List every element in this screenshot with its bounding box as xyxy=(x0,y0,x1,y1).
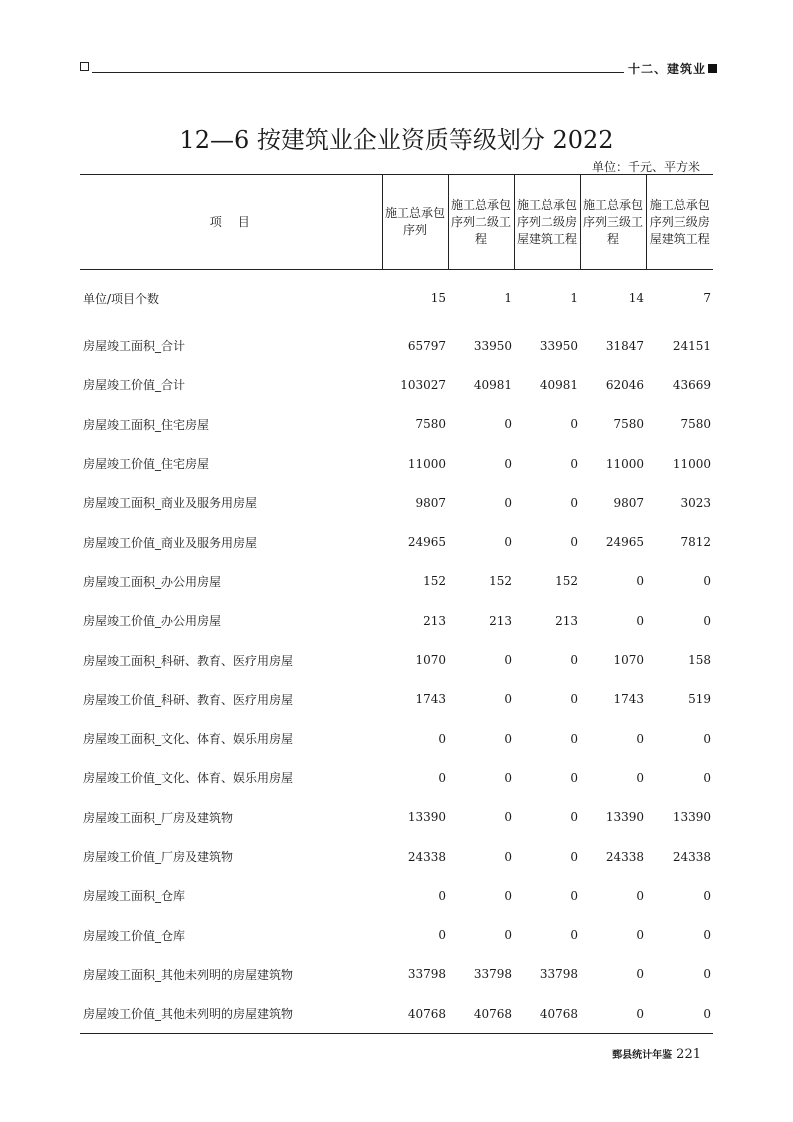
cell-value: 0 xyxy=(570,417,578,432)
cell-value: 0 xyxy=(636,770,644,785)
cell-value: 0 xyxy=(570,888,578,903)
cell-value: 1 xyxy=(504,291,512,305)
cell-value: 65797 xyxy=(407,338,446,353)
cell-value: 33950 xyxy=(473,338,512,353)
table-row xyxy=(80,640,713,679)
table-row xyxy=(80,876,713,915)
cell-value: 7 xyxy=(703,291,711,305)
cell-value: 0 xyxy=(636,574,644,589)
cell-value: 152 xyxy=(489,574,512,589)
cell-value: 7580 xyxy=(613,417,644,432)
row-label: 房屋竣工面积_厂房及建筑物 xyxy=(83,810,234,825)
cell-value: 11000 xyxy=(605,456,644,471)
cell-value: 9807 xyxy=(613,495,644,510)
unit-note: 单位：千元、平方米 xyxy=(591,160,700,174)
table-row xyxy=(80,270,713,327)
page-title: 12—6 按建筑业企业资质等级划分 2022 xyxy=(179,126,614,154)
cell-value: 0 xyxy=(703,574,711,589)
cell-value: 7580 xyxy=(415,417,446,432)
chapter-heading xyxy=(628,60,717,77)
row-label: 房屋竣工价值_科研、教育、医疗用房屋 xyxy=(83,692,294,707)
cell-value: 9807 xyxy=(415,495,446,510)
cell-value: 1743 xyxy=(613,692,644,707)
column-header: 施工总承包序列三级房屋建筑工程 xyxy=(646,175,713,270)
cell-value: 11000 xyxy=(672,456,711,471)
row-label: 房屋竣工价值_仓库 xyxy=(83,928,186,943)
cell-value: 40981 xyxy=(539,377,578,392)
cell-value: 15 xyxy=(430,291,446,305)
cell-value: 3023 xyxy=(680,495,711,510)
cell-value: 0 xyxy=(636,928,644,943)
header-square-icon xyxy=(80,62,89,71)
cell-value: 0 xyxy=(570,770,578,785)
cell-value: 1070 xyxy=(613,653,644,668)
cell-value: 0 xyxy=(438,888,446,903)
cell-value: 0 xyxy=(570,535,578,550)
cell-value: 40768 xyxy=(382,994,448,1034)
cell-value: 0 xyxy=(504,928,512,943)
row-label: 房屋竣工面积_商业及服务用房屋 xyxy=(83,496,258,511)
cell-value: 33950 xyxy=(539,338,578,353)
cell-value: 213 xyxy=(423,613,446,628)
row-label: 单位/项目个数 xyxy=(83,291,160,306)
column-header: 施工总承包序列二级房屋建筑工程 xyxy=(514,175,580,270)
cell-value: 0 xyxy=(570,810,578,825)
cell-value: 31847 xyxy=(605,338,644,353)
table-row xyxy=(80,601,713,640)
cell-value: 0 xyxy=(703,888,711,903)
cell-value: 40768 xyxy=(514,994,580,1034)
row-label: 房屋竣工价值_合计 xyxy=(83,378,186,393)
row-label: 房屋竣工价值_办公用房屋 xyxy=(83,614,222,629)
table-row xyxy=(80,837,713,876)
cell-value: 0 xyxy=(570,456,578,471)
cell-value: 1070 xyxy=(415,653,446,668)
row-label: 房屋竣工面积_文化、体育、娱乐用房屋 xyxy=(83,732,294,747)
cell-value: 1743 xyxy=(415,692,446,707)
cell-value: 0 xyxy=(504,456,512,471)
cell-value: 24338 xyxy=(407,849,446,864)
cell-value: 24338 xyxy=(605,849,644,864)
cell-value: 0 xyxy=(570,928,578,943)
cell-value: 33798 xyxy=(407,967,446,982)
cell-value: 24338 xyxy=(672,849,711,864)
cell-value: 0 xyxy=(504,653,512,668)
table-row xyxy=(80,326,713,365)
cell-value: 152 xyxy=(423,574,446,589)
cell-value: 0 xyxy=(438,731,446,746)
cell-value: 519 xyxy=(688,692,711,707)
column-header-item: 项 目 xyxy=(80,175,382,270)
cell-value: 0 xyxy=(580,994,646,1034)
cell-value: 13390 xyxy=(407,810,446,825)
cell-value: 0 xyxy=(636,613,644,628)
cell-value: 158 xyxy=(688,653,711,668)
cell-value: 13390 xyxy=(672,810,711,825)
cell-value: 62046 xyxy=(605,377,644,392)
table-row xyxy=(80,798,713,837)
row-label: 房屋竣工面积_办公用房屋 xyxy=(83,574,222,589)
data-table xyxy=(80,174,713,1034)
row-label: 房屋竣工价值_住宅房屋 xyxy=(83,457,210,472)
table-row xyxy=(80,994,713,1034)
table-row xyxy=(80,522,713,561)
row-label: 房屋竣工价值_厂房及建筑物 xyxy=(83,850,234,864)
row-label: 房屋竣工面积_科研、教育、医疗用房屋 xyxy=(83,653,294,668)
row-label: 房屋竣工面积_合计 xyxy=(83,339,186,354)
cell-value: 0 xyxy=(570,495,578,510)
table-row xyxy=(80,680,713,719)
cell-value: 0 xyxy=(504,849,512,864)
cell-value: 7580 xyxy=(680,417,711,432)
cell-value: 33798 xyxy=(473,967,512,982)
cell-value: 103027 xyxy=(400,377,446,392)
cell-value: 0 xyxy=(504,535,512,550)
cell-value: 0 xyxy=(703,770,711,785)
row-label: 房屋竣工面积_仓库 xyxy=(83,889,186,904)
cell-value: 11000 xyxy=(407,456,446,471)
cell-value: 0 xyxy=(438,770,446,785)
cell-value: 0 xyxy=(570,653,578,668)
header-rule xyxy=(92,72,624,73)
cell-value: 0 xyxy=(636,967,644,982)
cell-value: 0 xyxy=(504,770,512,785)
page-number: 221 xyxy=(676,1047,701,1062)
table-row xyxy=(80,483,713,522)
column-header: 施工总承包序列三级工程 xyxy=(580,175,646,270)
cell-value: 0 xyxy=(570,849,578,864)
cell-value: 0 xyxy=(703,613,711,628)
row-label: 房屋竣工价值_商业及服务用房屋 xyxy=(83,535,258,550)
cell-value: 0 xyxy=(646,994,713,1034)
table-row xyxy=(80,405,713,444)
table-row xyxy=(80,365,713,404)
table-row xyxy=(80,719,713,758)
cell-value: 0 xyxy=(703,967,711,982)
page-footer xyxy=(612,1043,701,1062)
table-row xyxy=(80,955,713,994)
cell-value: 213 xyxy=(489,613,512,628)
cell-value: 0 xyxy=(504,810,512,825)
cell-value: 7812 xyxy=(680,535,711,550)
cell-value: 40768 xyxy=(448,994,514,1034)
cell-value: 213 xyxy=(555,613,578,628)
row-label: 房屋竣工价值_其他未列明的房屋建筑物 xyxy=(80,994,382,1034)
table-row xyxy=(80,758,713,797)
cell-value: 0 xyxy=(570,692,578,707)
cell-value: 13390 xyxy=(605,810,644,825)
table-row xyxy=(80,444,713,483)
cell-value: 40981 xyxy=(473,377,512,392)
black-square-icon xyxy=(708,64,717,73)
footer-book-title: 鄄县统计年鉴 xyxy=(612,1050,673,1061)
cell-value: 0 xyxy=(570,731,578,746)
cell-value: 24965 xyxy=(605,535,644,550)
cell-value: 14 xyxy=(628,291,644,305)
cell-value: 0 xyxy=(703,731,711,746)
cell-value: 0 xyxy=(636,888,644,903)
cell-value: 152 xyxy=(555,574,578,589)
cell-value: 0 xyxy=(438,928,446,943)
row-label: 房屋竣工面积_住宅房屋 xyxy=(83,417,210,432)
chapter-heading-text: 十二、建筑业 xyxy=(628,62,707,76)
cell-value: 24965 xyxy=(407,535,446,550)
cell-value: 43669 xyxy=(672,377,711,392)
cell-value: 0 xyxy=(636,731,644,746)
cell-value: 0 xyxy=(504,731,512,746)
cell-value: 0 xyxy=(504,888,512,903)
cell-value: 0 xyxy=(504,495,512,510)
cell-value: 0 xyxy=(504,692,512,707)
cell-value: 24151 xyxy=(672,338,711,353)
table-row xyxy=(80,915,713,954)
table-row xyxy=(80,562,713,601)
cell-value: 33798 xyxy=(539,967,578,982)
cell-value: 0 xyxy=(703,928,711,943)
column-header: 施工总承包序列二级工程 xyxy=(448,175,514,270)
cell-value: 1 xyxy=(570,291,578,305)
column-header: 施工总承包序列 xyxy=(382,175,448,270)
table-header-row xyxy=(80,175,713,270)
row-label: 房屋竣工价值_文化、体育、娱乐用房屋 xyxy=(83,771,294,786)
row-label: 房屋竣工面积_其他未列明的房屋建筑物 xyxy=(83,967,294,982)
cell-value: 0 xyxy=(504,417,512,432)
